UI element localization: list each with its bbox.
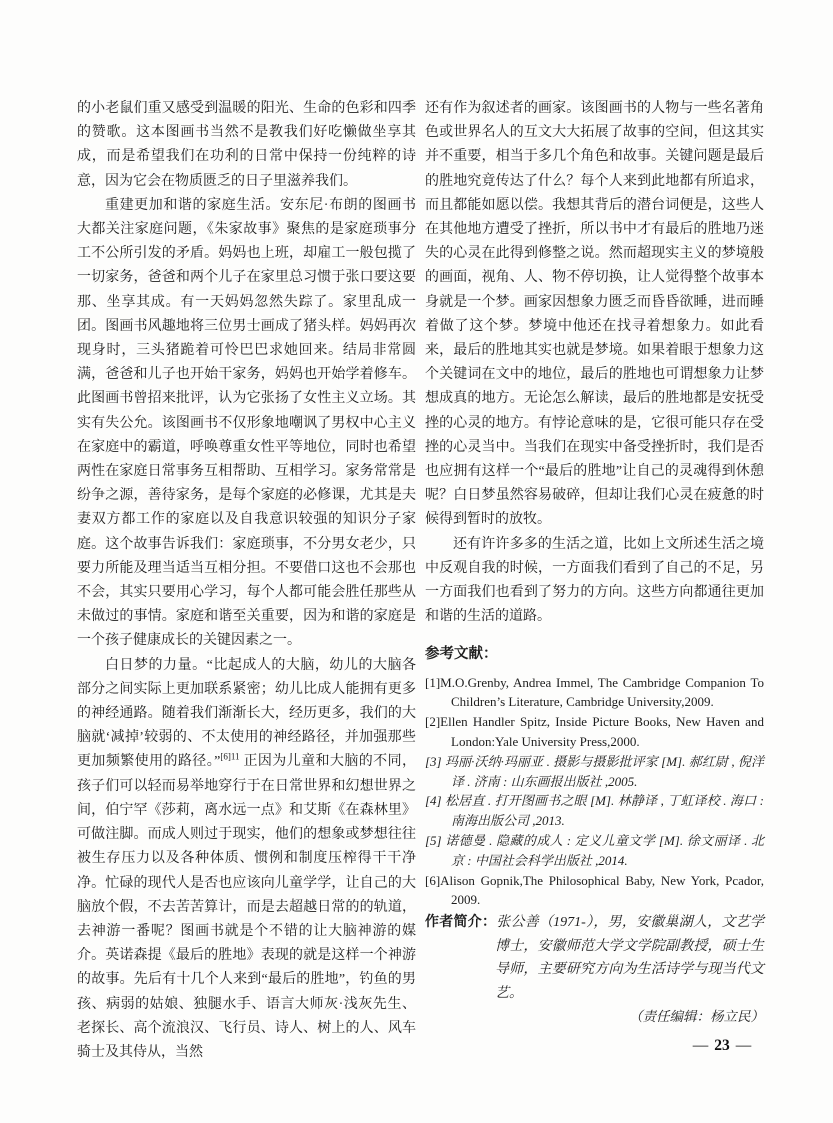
reference-item: [5] 诺德曼 . 隐藏的成人 : 定义儿童文学 [M]. 徐文丽译 . 北京 : 中国社会科学出版社 ,2014. xyxy=(425,833,764,868)
author-bio xyxy=(425,910,764,1005)
author-bio-section xyxy=(425,910,764,1029)
reference-item: [2]Ellen Handler Spitz, Inside Picture Books, New Haven and London:Yale University Press,2000. xyxy=(425,714,764,750)
body-paragraph: 的小老鼠们重又感受到温暖的阳光、生命的色彩和四季的赞歌。这本图画书当然不是教我们好吃懒做坐享其成，而是希望我们在功利的日常中保持一份纯粹的诗意，因为它会在物质匮乏的日子里滋养我们。 xyxy=(77,101,416,189)
page-number-value: 23 xyxy=(714,1037,730,1054)
page-number-dash-left: — xyxy=(692,1037,709,1054)
references-heading: 参考文献： xyxy=(425,646,498,663)
author-bio-text: 张公善（1971-），男，安徽巢湖人，文艺学博士，安徽师范大学文学院副教授，硕士生导师，主要研究方向为生活诗学与现当代文艺。 xyxy=(495,915,764,1001)
page-number xyxy=(652,1037,792,1055)
references-section xyxy=(425,642,764,910)
reference-item: [3] 玛丽·沃纳·玛丽亚 . 摄影与摄影批评家 [M]. 郝红尉 , 倪洋译 . 济南 : 山东画报出版社 ,2005. xyxy=(425,753,764,789)
left-text-column xyxy=(77,97,416,1065)
paragraph-text: 正因为儿童和大脑的不同，孩子们可以轻而易举地穿行于在日常世界和幻想世界之间，伯宁罕《莎莉，离水远一点》和艾斯《在森林里》可做注脚。而成人则过于现实，他们的想象或梦想往往被生存压力以及各种体质、惯例和制度压榨得干干净净。忙碌的现代人是否也应该向儿童学学，让自己的大脑放个假，不去苦苦算计，而是去超越日常的的轨道，去神游一番呢？图画书就是个不错的让大脑神游的媒介。英诺森提《最后的胜地》表现的就是这样一个神游的故事。先后有十几个人来到“最后的胜地”，钓鱼的男孩、病弱的姑娘、独腿水手、语言大师灰·浅灰先生、老探长、高个流浪汉、飞行员、诗人、树上的人、风车骑士及其侍从，当然 xyxy=(77,754,416,1060)
body-paragraph: 还有作为叙述者的画家。该图画书的人物与一些名著角色或世界名人的互文大大拓展了故事的空间，但这其实并不重要，相当于多几个角色和故事。关键问题是最后的胜地究竟传达了什么？每个人来到此地都有所追求，而且都能如愿以偿。我想其背后的潜台词便是，这些人在其他地方遭受了挫折，所以书中才有最后的胜地乃迷失的心灵在此得到修整之说。然而超现实主义的梦境般的画面，视角、人、物不停切换，让人觉得整个故事本身就是一个梦。画家因想象力匮乏而昏昏欲睡，进而睡着做了这个梦。梦境中他还在找寻着想象力。如此看来，最后的胜地其实也就是梦境。如果着眼于想象力这个关键词在文中的地位，最后的胜地也可谓想象力让梦想成真的地方。无论怎么解读，最后的胜地都是安抚受挫的心灵的地方。有悖论意味的是，它很可能只存在受挫的心灵当中。当我们在现实中备受挫折时，我们是否也应拥有这样一个“最后的胜地”让自己的灵魂得到休憩呢？白日梦虽然容易破碎，但却让我们心灵在疲惫的时候得到暂时的放牧。 xyxy=(425,101,764,528)
reference-item: [1]M.O.Grenby, Andrea Immel, The Cambridge Companion To Children’s Literature, Cambridge University,2009. xyxy=(425,674,764,710)
body-paragraph xyxy=(77,654,416,1065)
editor-note: （责任编辑：杨立民） xyxy=(629,1009,764,1025)
citation-superscript: [6]11 xyxy=(220,751,240,762)
body-paragraph: 重建更加和谐的家庭生活。安东尼·布朗的图画书大都关注家庭问题，《朱家故事》聚焦的是家庭琐事分工不公所引发的矛盾。妈妈也上班，却雇工一般包揽了一切家务，爸爸和两个儿子在家里总习惯于张口要这要那、坐享其成。有一天妈妈忽然失踪了。家里乱成一团。图画书风趣地将三位男士画成了猪头样。妈妈再次现身时，三头猪跪着可怜巴巴求她回来。结局非常圆满，爸爸和儿子也开始干家务，妈妈也开始学着修车。此图画书曾招来批评，认为它张扬了女性主义立场。其实有失公允。该图画书不仅形象地嘲讽了男权中心主义在家庭中的霸道，呼唤尊重女性平等地位，同时也希望两性在家庭日常事务互相帮助、互相学习。家务常常是纷争之源，善待家务，是每个家庭的必修课，尤其是夫妻双方都工作的家庭以及自我意识较强的知识分子家庭。这个故事告诉我们：家庭琐事，不分男女老少，只要力所能及理当适当互相分担。不要借口这也不会那也不会，其实只要用心学习，每个人都可能会胜任那些从未做过的事情。家庭和谐至关重要，因为和谐的家庭是一个孩子健康成长的关键因素之一。 xyxy=(77,197,416,649)
right-text-column xyxy=(425,97,764,1029)
body-paragraph: 还有许许多多的生活之道，比如上文所述生活之境中反观自我的时候，一方面我们看到了自己的不足，另一方面我们也看到了努力的方向。这些方向都通往更加和谐的生活的道路。 xyxy=(425,536,764,625)
page-number-dash-right: — xyxy=(735,1037,752,1054)
author-bio-label: 作者简介： xyxy=(425,913,497,930)
reference-item: [6]Alison Gopnik,The Philosophical Baby, New York, Pcador, 2009. xyxy=(425,872,764,908)
reference-item: [4] 松居直 . 打开图画书之眼 [M]. 林静译 , 丁虹译校 . 海口 : 南海出版公司 ,2013. xyxy=(425,793,764,829)
paragraph-text: 白日梦的力量。“比起成人的大脑，幼儿的大脑各部分之间实际上更加联系紧密；幼儿比成人能拥有更多的神经通路。随着我们渐渐长大，经历更多，我们的大脑就‘减掉’较弱的、不太使用的神经路径，并加强那些更加频繁使用的路径。” xyxy=(77,657,416,770)
